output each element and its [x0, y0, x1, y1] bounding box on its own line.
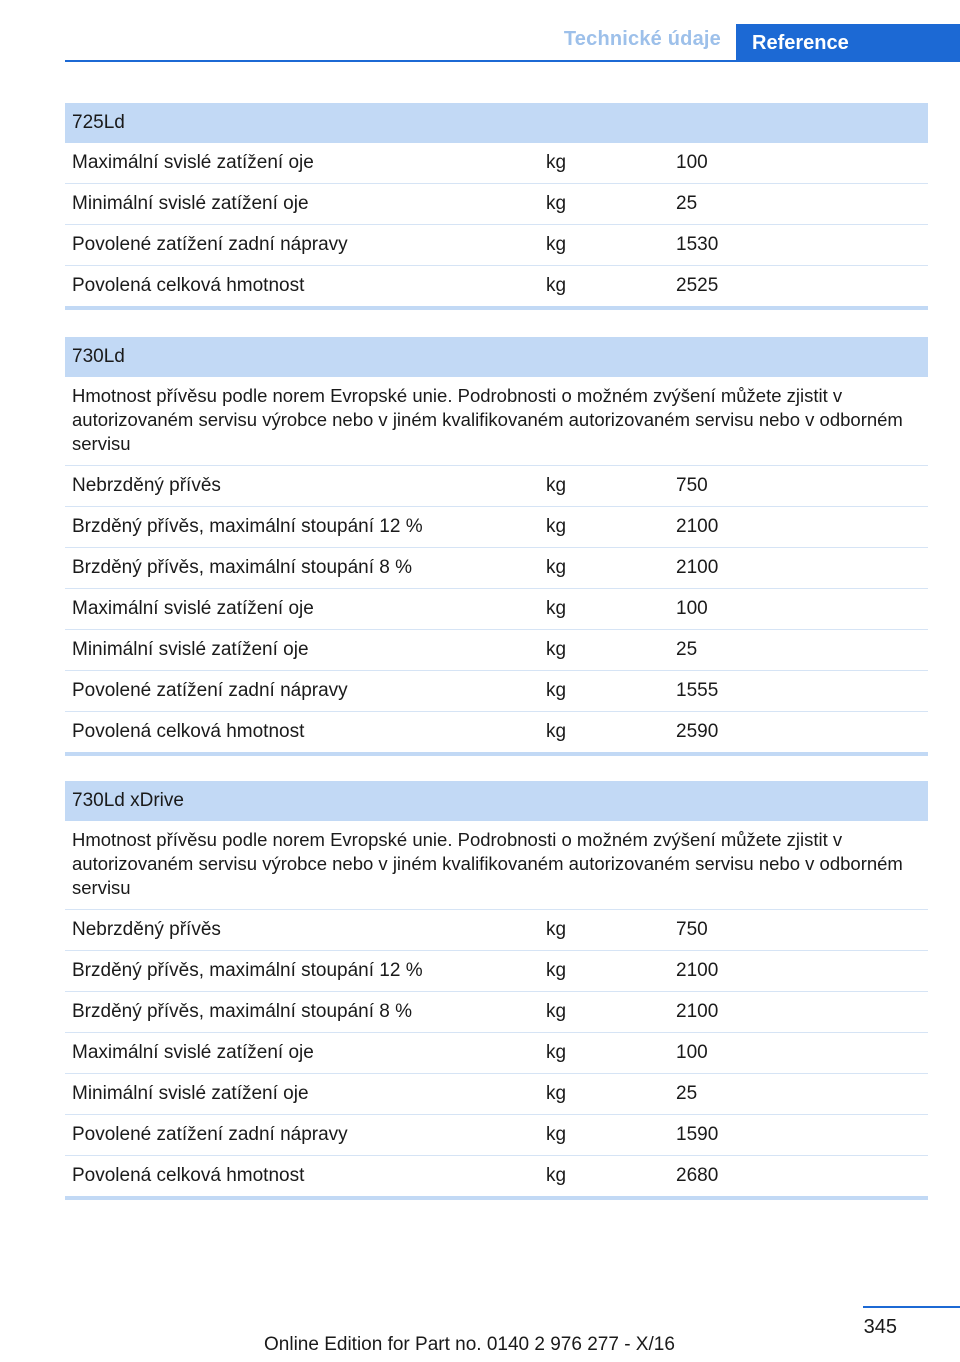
row-label: Povolené zatížení zadní nápravy: [72, 680, 348, 701]
row-value: 2100: [676, 557, 719, 578]
row-value: 2100: [676, 1001, 719, 1022]
row-value: 100: [676, 598, 708, 619]
table-row: [65, 507, 928, 548]
table-row: [65, 548, 928, 589]
row-value: 750: [676, 475, 708, 496]
row-label: Minimální svislé zatížení oje: [72, 1083, 309, 1104]
row-unit: kg: [546, 1124, 567, 1145]
row-value: 750: [676, 919, 708, 940]
spec-table-725ld: [65, 103, 928, 310]
row-label: Brzděný přívěs, maximální stoupání 12 %: [72, 516, 423, 537]
edition-note: Online Edition for Part no. 0140 2 976 277 - X/16: [264, 1334, 675, 1355]
row-label: Minimální svislé zatížení oje: [72, 193, 309, 214]
row-unit: kg: [546, 598, 567, 619]
row-value: 2680: [676, 1165, 719, 1186]
row-unit: kg: [546, 639, 567, 660]
table-row: [65, 630, 928, 671]
row-value: 25: [676, 1083, 698, 1104]
row-value: 100: [676, 1042, 708, 1063]
header-rule: [65, 60, 960, 62]
row-label: Nebrzděný přívěs: [72, 475, 221, 496]
row-value: 2100: [676, 516, 719, 537]
row-value: 100: [676, 152, 708, 173]
row-unit: kg: [546, 193, 567, 214]
row-value: 2525: [676, 275, 719, 296]
row-unit: kg: [546, 516, 567, 537]
row-label: Minimální svislé zatížení oje: [72, 639, 309, 660]
row-unit: kg: [546, 721, 567, 742]
row-label: Povolené zatížení zadní nápravy: [72, 1124, 348, 1145]
table-row: [65, 1115, 928, 1156]
row-unit: kg: [546, 557, 567, 578]
row-label: Nebrzděný přívěs: [72, 919, 221, 940]
row-value: 2100: [676, 960, 719, 981]
table-row: [65, 589, 928, 630]
table-row: [65, 712, 928, 756]
header-section-title: Technické údaje: [563, 28, 721, 50]
table-row: [65, 1156, 928, 1200]
table-row: [65, 225, 928, 266]
row-unit: kg: [546, 234, 567, 255]
row-unit: kg: [546, 1083, 567, 1104]
row-label: Povolená celková hmotnost: [72, 1165, 305, 1186]
table-row: [65, 1033, 928, 1074]
row-label: Maximální svislé zatížení oje: [72, 598, 314, 619]
row-unit: kg: [546, 152, 567, 173]
row-unit: kg: [546, 919, 567, 940]
row-label: Maximální svislé zatížení oje: [72, 1042, 314, 1063]
table-row: [65, 910, 928, 951]
row-unit: kg: [546, 475, 567, 496]
header-reference-tab[interactable]: Reference: [736, 24, 960, 62]
row-unit: kg: [546, 1001, 567, 1022]
table-title: 730Ld xDrive: [65, 781, 928, 821]
row-value: 1555: [676, 680, 719, 701]
table-row: [65, 1074, 928, 1115]
row-unit: kg: [546, 1042, 567, 1063]
row-label: Brzděný přívěs, maximální stoupání 8 %: [72, 557, 413, 578]
row-label: Brzděný přívěs, maximální stoupání 12 %: [72, 960, 423, 981]
table-row: [65, 266, 928, 310]
row-value: 1590: [676, 1124, 719, 1145]
row-unit: kg: [546, 960, 567, 981]
row-value: 25: [676, 639, 698, 660]
footer-rule: [863, 1306, 960, 1308]
row-unit: kg: [546, 1165, 567, 1186]
row-unit: kg: [546, 680, 567, 701]
table-row: [65, 184, 928, 225]
row-label: Povolená celková hmotnost: [72, 275, 305, 296]
table-row: [65, 466, 928, 507]
spec-table-730ld: [65, 337, 928, 756]
table-row: [65, 671, 928, 712]
row-label: Maximální svislé zatížení oje: [72, 152, 314, 173]
row-unit: kg: [546, 275, 567, 296]
row-label: Povolené zatížení zadní nápravy: [72, 234, 348, 255]
row-value: 2590: [676, 721, 719, 742]
spec-table-730ld-xdrive: [65, 781, 928, 1200]
page-number: 345: [863, 1316, 897, 1338]
table-row: [65, 951, 928, 992]
row-value: 1530: [676, 234, 719, 255]
table-row: [65, 143, 928, 184]
row-label: Povolená celková hmotnost: [72, 721, 305, 742]
table-row: [65, 992, 928, 1033]
table-note: Hmotnost přívěsu podle norem Evropské unie. Podrobnosti o možném zvýšení můžete zjistit v autorizovaném servisu výrobce nebo v jiném kvalifikovaném autorizovaném servisu nebo v odborném servisu: [65, 821, 928, 910]
table-note: Hmotnost přívěsu podle norem Evropské unie. Podrobnosti o možném zvýšení můžete zjistit v autorizovaném servisu výrobce nebo v jiném kvalifikovaném autorizovaném servisu nebo v odborném servisu: [65, 377, 928, 466]
table-title: 730Ld: [65, 337, 928, 377]
table-title: 725Ld: [65, 103, 928, 143]
row-label: Brzděný přívěs, maximální stoupání 8 %: [72, 1001, 413, 1022]
row-value: 25: [676, 193, 698, 214]
